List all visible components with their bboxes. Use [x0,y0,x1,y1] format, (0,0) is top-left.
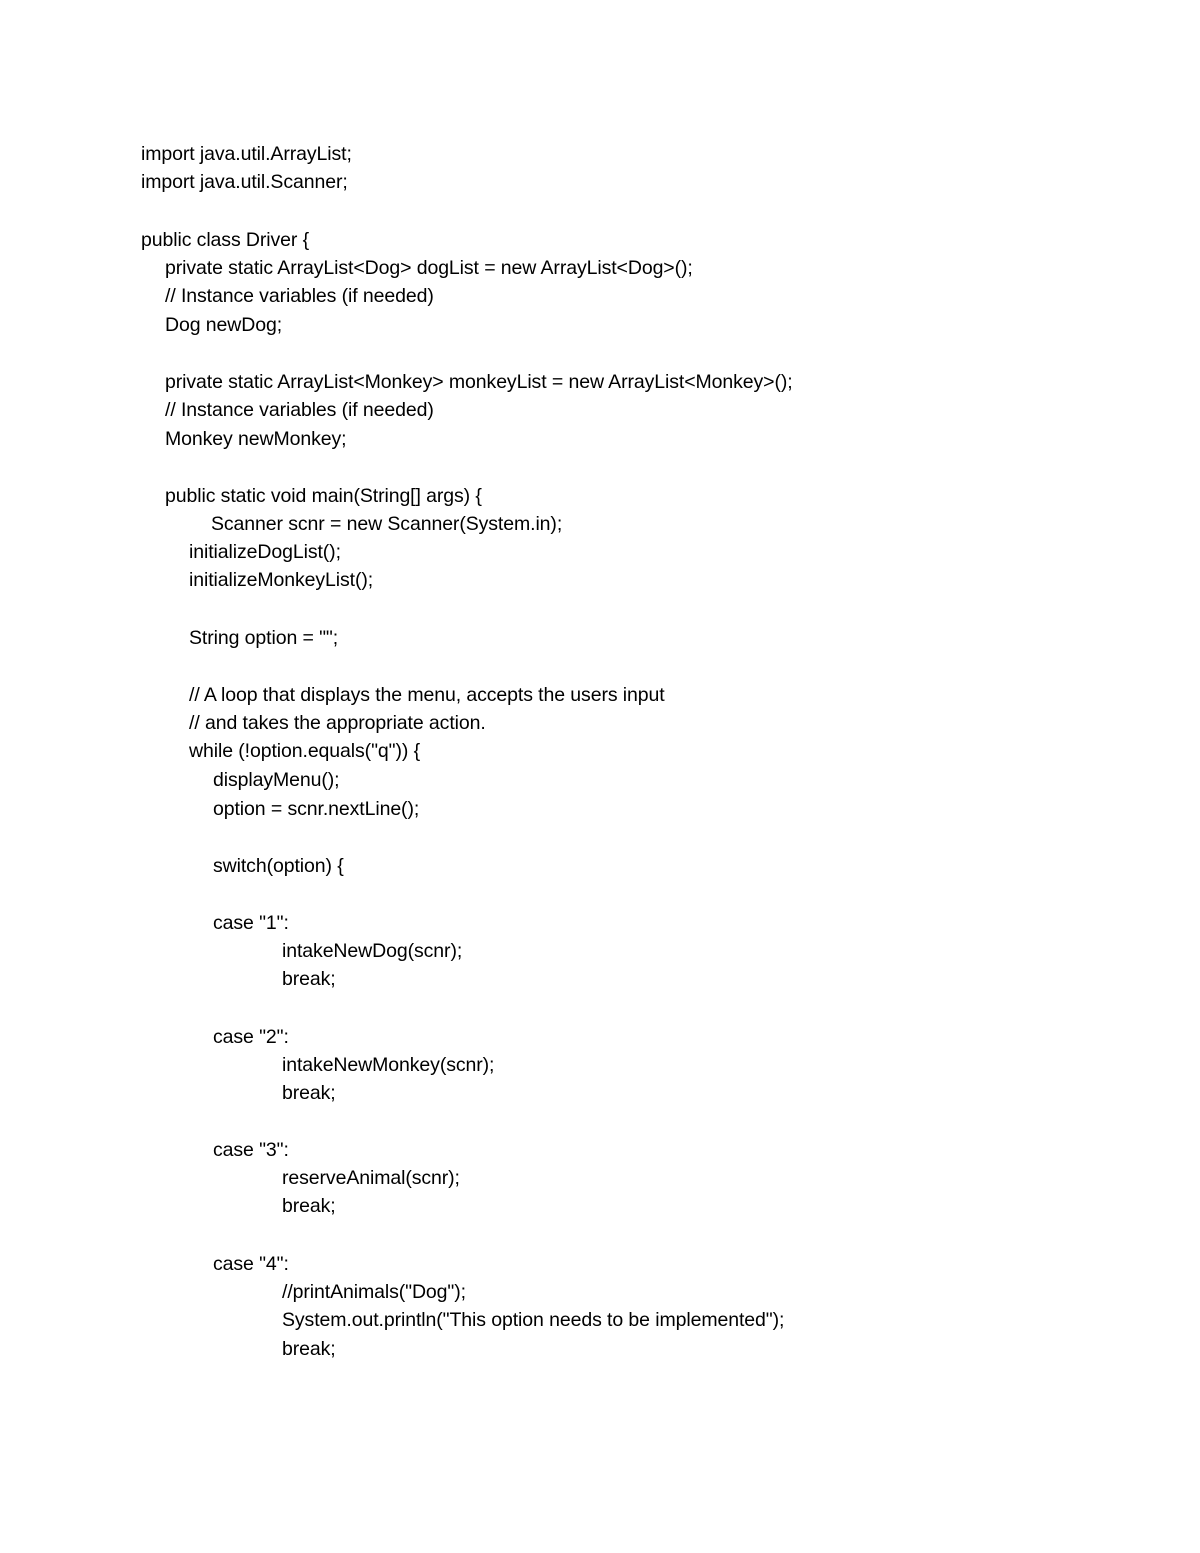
code-line-break: break; [282,1338,336,1360]
code-line-newmonkey-field: Monkey newMonkey; [165,428,347,450]
code-line-case-2: case "2": [213,1026,289,1048]
code-line-case-3: case "3": [213,1139,289,1161]
code-line-doglist-field: private static ArrayList<Dog> dogList = new ArrayList<Dog>(); [165,257,693,279]
code-line-comment: // A loop that displays the menu, accepts the users input [189,684,665,706]
code-line-case-4: case "4": [213,1253,289,1275]
code-line-reserve-animal: reserveAnimal(scnr); [282,1167,460,1189]
code-line-break: break; [282,968,336,990]
code-line-import-arraylist: import java.util.ArrayList; [141,143,352,165]
code-line-intake-dog: intakeNewDog(scnr); [282,940,463,962]
code-line-main-method: public static void main(String[] args) { [165,485,482,507]
code-line-read-option: option = scnr.nextLine(); [213,798,420,820]
code-line-break: break; [282,1195,336,1217]
code-line-comment: // and takes the appropriate action. [189,712,486,734]
code-line-display-menu: displayMenu(); [213,769,340,791]
code-line-monkeylist-field: private static ArrayList<Monkey> monkeyList = new ArrayList<Monkey>(); [165,371,793,393]
code-line-class-declaration: public class Driver { [141,229,310,251]
code-line-init-monkeylist: initializeMonkeyList(); [189,569,374,591]
code-line-comment: // Instance variables (if needed) [165,285,434,307]
code-line-switch: switch(option) { [213,855,344,877]
code-line-option-decl: String option = ""; [189,627,339,649]
code-line-comment: //printAnimals("Dog"); [282,1281,466,1303]
code-line-init-doglist: initializeDogList(); [189,541,341,563]
code-line-println: System.out.println("This option needs to be implemented"); [282,1309,785,1331]
code-line-while-loop: while (!option.equals("q")) { [189,740,420,762]
code-line-case-1: case "1": [213,912,289,934]
code-line-import-scanner: import java.util.Scanner; [141,171,348,193]
code-line-newdog-field: Dog newDog; [165,314,283,336]
code-line-comment: // Instance variables (if needed) [165,399,434,421]
code-line-intake-monkey: intakeNewMonkey(scnr); [282,1054,495,1076]
code-line-break: break; [282,1082,336,1104]
code-line-scanner-init: Scanner scnr = new Scanner(System.in); [211,513,563,535]
